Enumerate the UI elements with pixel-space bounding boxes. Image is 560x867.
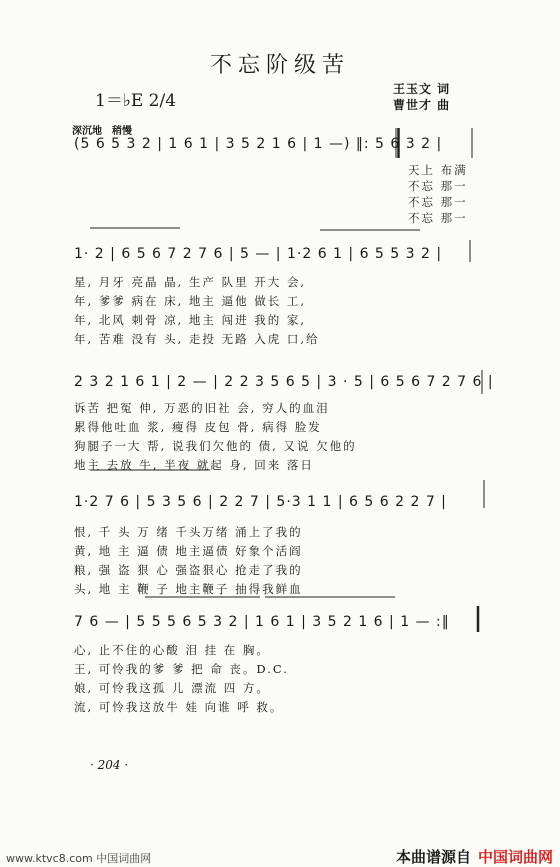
lyric-r5-v2: 王, 可怜我的爹 爹 把 命 丧。D.C.: [74, 662, 289, 676]
page-number: · 204 ·: [90, 758, 129, 772]
lyric-r1-v3: 不忘 那一: [408, 195, 468, 209]
tempo-marking: 深沉地 稍慢: [72, 126, 132, 137]
lyric-r2-v2: 年, 爹爹 病在 床, 地主 逼他 做长 工,: [74, 294, 307, 308]
notation-row-4: 1·2 7 6 | 5 3 5 6 | 2 2 7 | 5·3 1 1 | 6 5 6 2 2 7 |: [74, 494, 447, 510]
lyric-r1-v2: 不忘 那一: [408, 179, 468, 193]
lyric-r3-v3: 狗腿子一大 帮, 说我们欠他的 债, 又说 欠他的: [74, 439, 357, 453]
notation-row-5: 7 6 — | 5 5 5 6 5 3 2 | 1 6 1 | 3 5 2 1 6 | 1 — :‖: [74, 614, 450, 630]
lyric-r3-v4: 地主 去放 牛, 半夜 就起 身, 回来 落日: [74, 458, 314, 472]
lyric-r1-v1: 天上 布满: [408, 163, 468, 177]
notation-row-1: (5 6 5 3 2 | 1 6 1 | 3 5 2 1 6 | 1 —) ‖: 5 6 3 2 |: [74, 136, 443, 152]
watermark-url: www.ktvc8.com 中国词曲网: [6, 852, 152, 865]
lyric-r2-v1: 星, 月牙 亮晶 晶, 生产 队里 开大 会,: [74, 275, 307, 289]
notation-row-3: 2 3 2 1 6 1 | 2 — | 2 2 3 5 6 5 | 3 · 5 | 6 5 6 7 2 7 6 |: [74, 374, 494, 390]
lyric-r3-v2: 累得他吐血 浆, 瘦得 皮包 骨, 病得 脸发: [74, 420, 322, 434]
watermark-source: 本曲谱源自: [396, 848, 472, 866]
key-signature: 1＝♭E 2/4: [95, 91, 177, 111]
lyric-r2-v3: 年, 北风 刺骨 凉, 地主 闯进 我的 家,: [74, 313, 307, 327]
lyric-r3-v1: 诉苦 把冤 伸, 万恶的旧社 会, 穷人的血泪: [74, 401, 330, 415]
lyric-r5-v4: 流, 可怜我这放牛 娃 向谁 呼 救。: [74, 700, 284, 714]
watermark-site: 中国词曲网: [478, 848, 554, 866]
lyricist-credit: 王玉文 词: [393, 82, 451, 96]
lyric-r2-v4: 年, 苦难 没有 头, 走投 无路 入虎 口,给: [74, 332, 320, 346]
lyric-r4-v4: 头, 地 主 鞭 子 地主鞭子 抽得我鲜血: [74, 582, 303, 596]
composer-credit: 曹世才 曲: [393, 98, 451, 112]
notation-row-2: 1· 2 | 6 5 6 7 2 7 6 | 5 — | 1·2 6 1 | 6 5 5 3 2 |: [74, 246, 443, 262]
lyric-r4-v3: 粮, 强 盗 狠 心 强盗狠心 抢走了我的: [74, 563, 303, 577]
lyric-r1-v4: 不忘 那一: [408, 211, 468, 225]
page-title: 不忘阶级苦: [209, 53, 350, 78]
lyric-r4-v2: 黄, 地 主 逼 债 地主逼债 好象个活阎: [74, 544, 303, 558]
lyric-r5-v3: 娘, 可怜我这孤 儿 漂流 四 方。: [74, 681, 270, 695]
lyric-r4-v1: 恨, 千 头 万 绪 千头万绪 涌上了我的: [74, 525, 303, 539]
lyric-r5-v1: 心, 止不住的心酸 泪 挂 在 胸。: [74, 643, 270, 657]
